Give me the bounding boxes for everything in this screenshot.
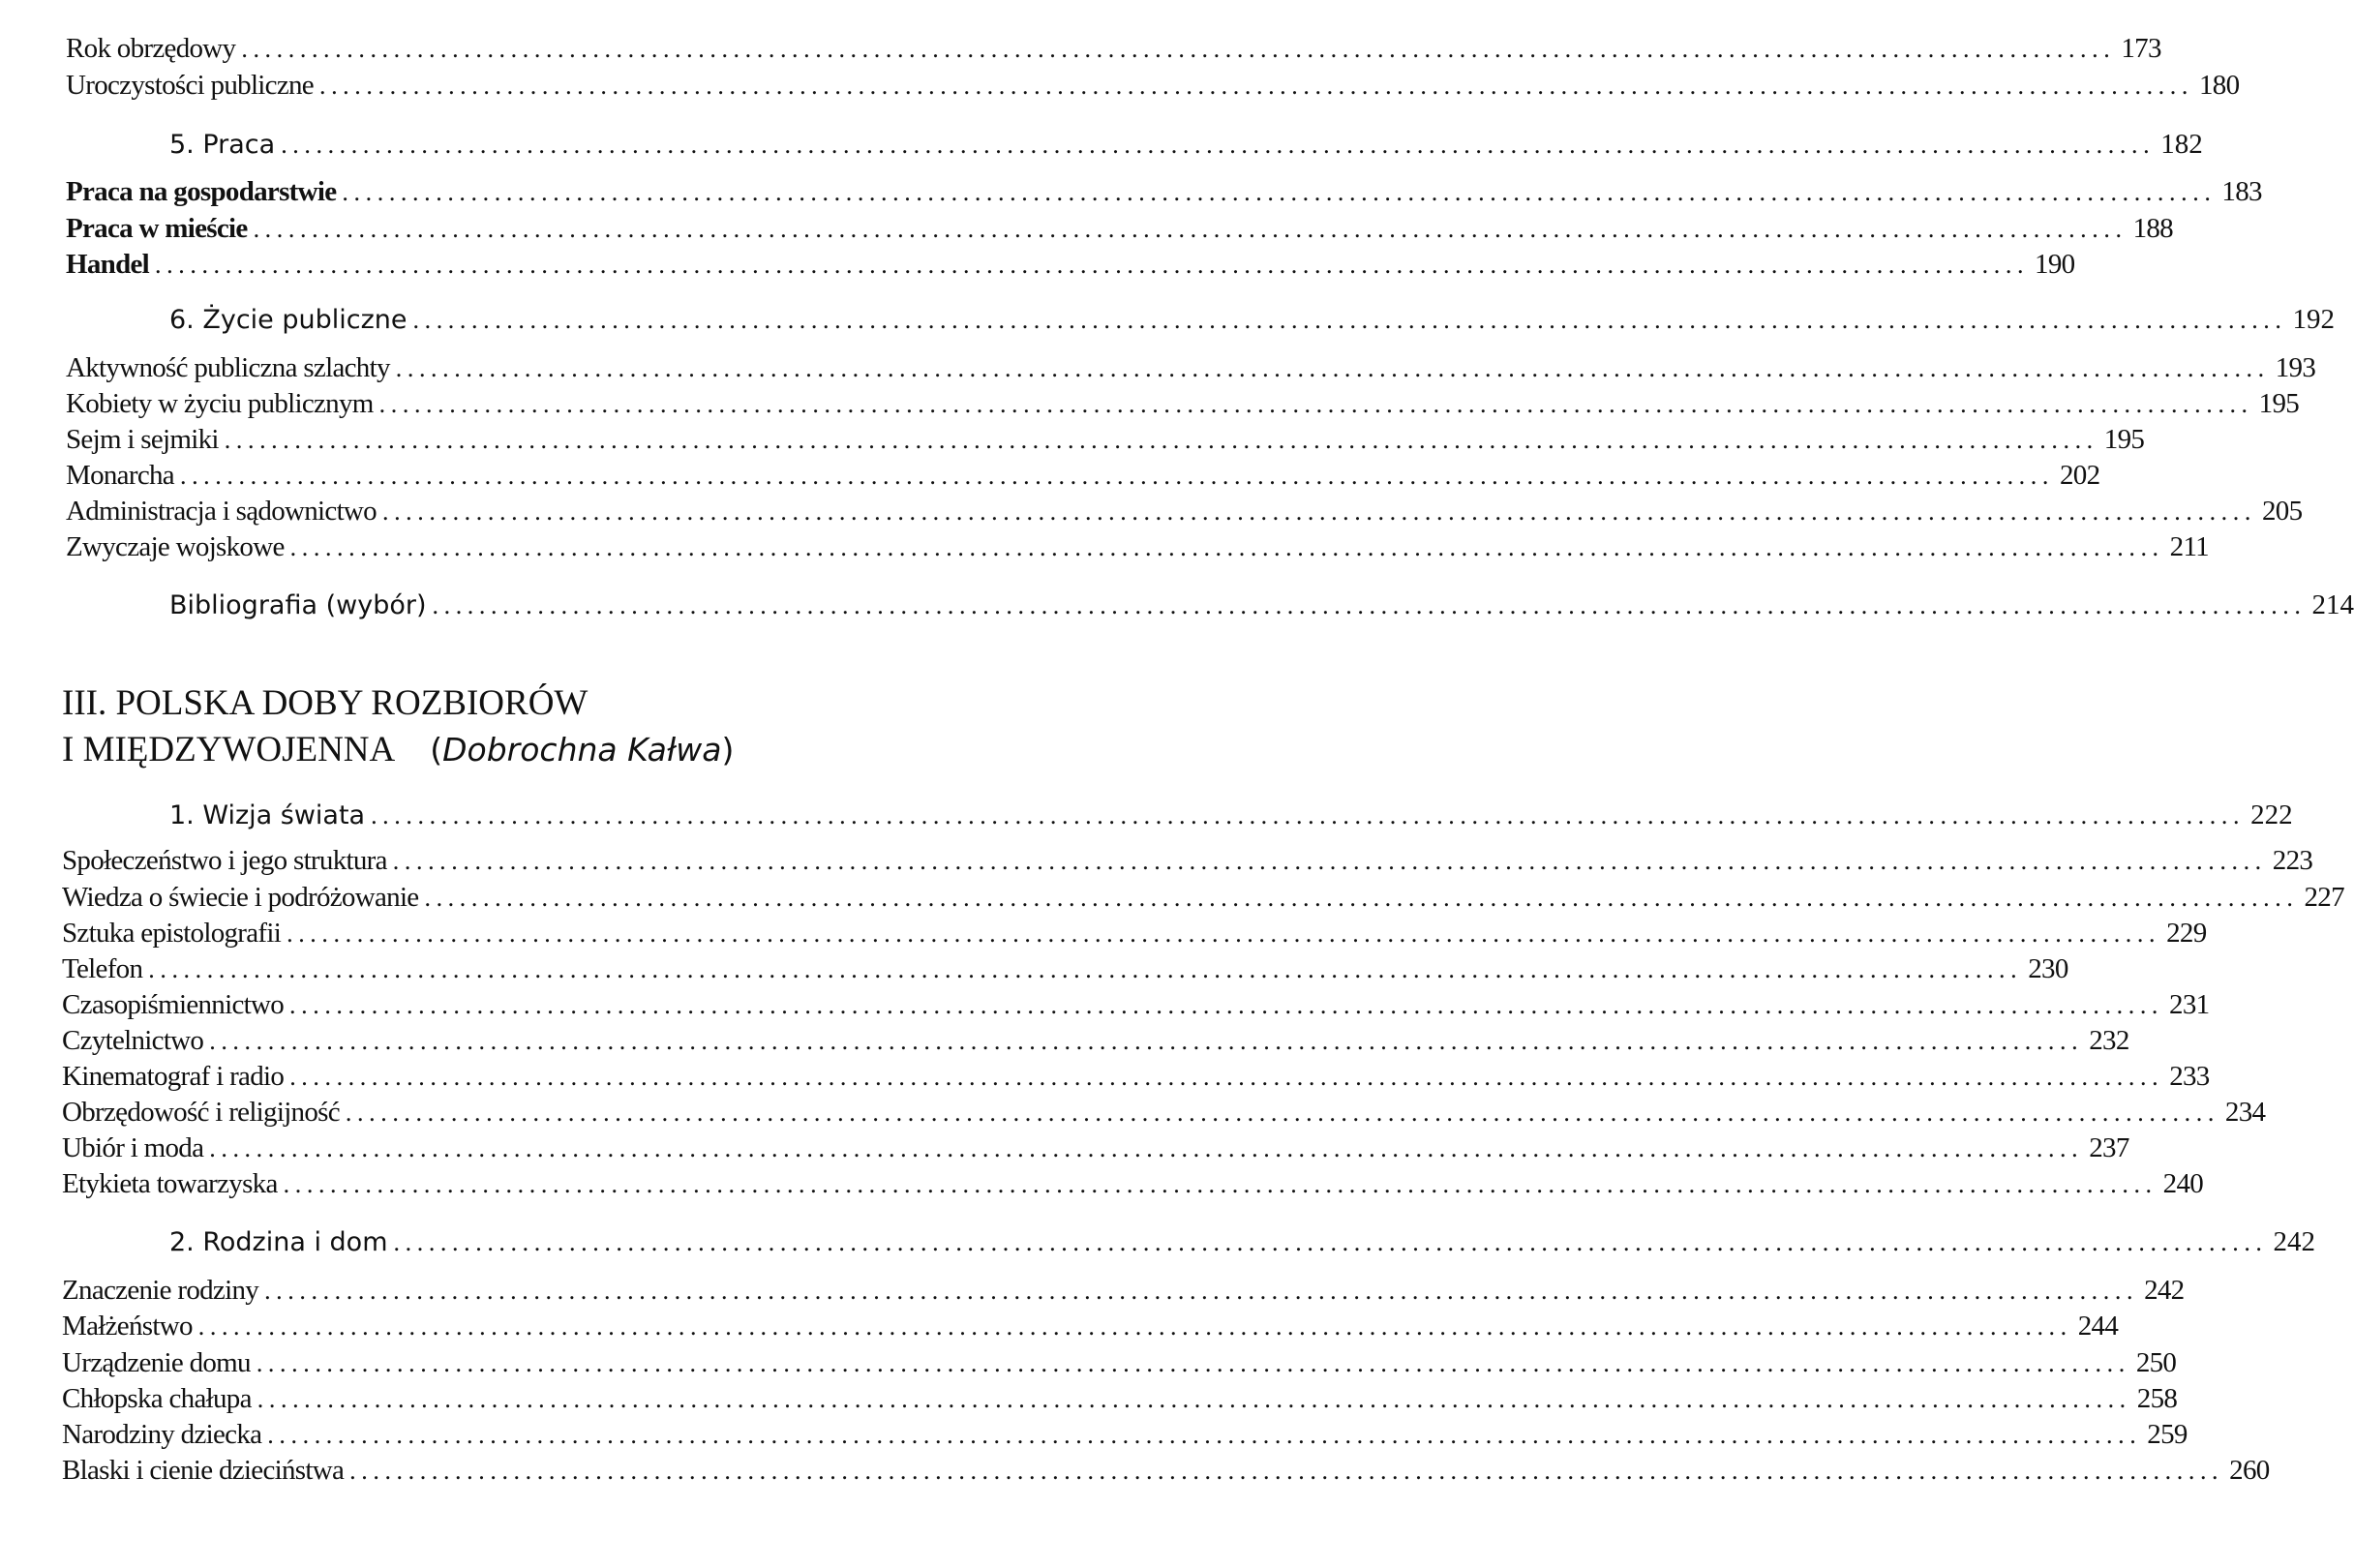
chapter-page: 222 bbox=[2250, 799, 2293, 830]
toc-entry-page: 244 bbox=[2077, 1311, 2119, 1342]
toc-entry-page: 232 bbox=[2089, 1025, 2129, 1056]
author-paren-close: ) bbox=[721, 731, 735, 769]
dot-leader: ................................................................................................................................................................ bbox=[412, 306, 2287, 334]
dot-leader: ................................................................................................................................................................ bbox=[393, 1228, 2268, 1256]
bibliography-page: 214 bbox=[2311, 589, 2354, 620]
toc-entry-label: Ubiór i moda bbox=[62, 1132, 204, 1163]
toc-chapter-heading bbox=[169, 304, 2335, 345]
toc-entry-page: 233 bbox=[2169, 1061, 2210, 1092]
dot-leader: ................................................................................................................................................................ bbox=[264, 1277, 2139, 1305]
dot-leader: ................................................................................................................................................................ bbox=[318, 72, 2193, 100]
part-heading-line-2 bbox=[62, 728, 933, 772]
dot-leader: ................................................................................................................................................................ bbox=[349, 1457, 2224, 1485]
toc-entry-page: 230 bbox=[2028, 953, 2068, 984]
dot-leader: ................................................................................................................................................................ bbox=[289, 1063, 2164, 1091]
chapter-page: 192 bbox=[2292, 304, 2335, 335]
toc-entry bbox=[66, 460, 2100, 497]
toc-entry bbox=[62, 1275, 2185, 1312]
toc-entry bbox=[62, 882, 2344, 919]
toc-entry bbox=[66, 352, 2316, 389]
toc-entry-label: Sejm i sejmiki bbox=[66, 424, 219, 455]
toc-entry-page: 188 bbox=[2132, 213, 2173, 244]
toc-entry-page: 193 bbox=[2275, 352, 2316, 383]
toc-entry bbox=[66, 213, 2173, 250]
toc-entry bbox=[62, 1097, 2266, 1133]
dot-leader: ................................................................................................................................................................ bbox=[424, 884, 2299, 912]
toc-entry bbox=[62, 1061, 2210, 1098]
dot-leader: ................................................................................................................................................................ bbox=[224, 426, 2098, 454]
toc-entry-label: Wiedza o świecie i podróżowanie bbox=[62, 882, 419, 913]
toc-entry-page: 183 bbox=[2221, 176, 2262, 207]
chapter-title: 2. Rodzina i dom bbox=[169, 1227, 388, 1257]
toc-entry-label: Etykieta towarzyska bbox=[62, 1168, 278, 1199]
toc-entry-label: Społeczeństwo i jego struktura bbox=[62, 845, 387, 876]
toc-entry-page: 260 bbox=[2229, 1455, 2270, 1486]
toc-entry bbox=[62, 989, 2210, 1026]
bibliography-title: Bibliografia (wybór) bbox=[169, 590, 427, 620]
toc-entry-page: 202 bbox=[2059, 460, 2100, 491]
toc-entry-label: Blaski i cienie dzieciństwa bbox=[62, 1455, 345, 1486]
dot-leader: ................................................................................................................................................................ bbox=[287, 920, 2161, 948]
dot-leader: ................................................................................................................................................................ bbox=[432, 591, 2307, 619]
toc-entry-label: Administracja i sądownictwo bbox=[66, 496, 377, 527]
toc-entry bbox=[62, 1455, 2270, 1492]
dot-leader: ................................................................................................................................................................ bbox=[256, 1349, 2130, 1377]
toc-entry-label: Obrzędowość i religijność bbox=[62, 1097, 340, 1128]
toc-entry-page: 173 bbox=[2121, 33, 2161, 64]
toc-entry-label: Chłopska chałupa bbox=[62, 1383, 252, 1414]
dot-leader: ................................................................................................................................................................ bbox=[257, 1385, 2131, 1413]
toc-entry-label: Monarcha bbox=[66, 460, 174, 491]
dot-leader: ................................................................................................................................................................ bbox=[197, 1312, 2072, 1341]
dot-leader: ................................................................................................................................................................ bbox=[155, 251, 2030, 279]
toc-entry bbox=[66, 176, 2262, 213]
toc-entry-label: Małżeństwo bbox=[62, 1311, 193, 1342]
dot-leader: ................................................................................................................................................................ bbox=[283, 1170, 2158, 1198]
part-heading-title: I MIĘDZYWOJENNA bbox=[62, 730, 396, 769]
toc-entry bbox=[66, 249, 2075, 286]
toc-entry-label: Zwyczaje wojskowe bbox=[66, 531, 285, 562]
toc-entry bbox=[62, 1311, 2119, 1347]
toc-entry bbox=[62, 1347, 2177, 1384]
toc-entry-page: 205 bbox=[2261, 496, 2303, 527]
toc-entry-label: Czasopiśmiennictwo bbox=[62, 989, 285, 1020]
toc-entry bbox=[62, 845, 2313, 882]
part-heading-line-1: III. POLSKA DOBY ROZBIORÓW bbox=[62, 683, 588, 723]
toc-entry-page: 242 bbox=[2144, 1275, 2185, 1306]
toc-entry bbox=[62, 1419, 2188, 1456]
toc-entry-label: Znaczenie rodziny bbox=[62, 1275, 259, 1306]
toc-entry-page: 231 bbox=[2169, 989, 2210, 1020]
toc-entry-page: 259 bbox=[2147, 1419, 2188, 1450]
toc-entry-label-bold: Praca na gospodarstwie bbox=[66, 176, 337, 207]
toc-entry bbox=[62, 1025, 2129, 1062]
dot-leader: ................................................................................................................................................................ bbox=[267, 1421, 2142, 1449]
toc-entry bbox=[66, 70, 2240, 106]
part-author: Dobrochna Kałwa bbox=[442, 731, 722, 769]
toc-entry bbox=[62, 1383, 2178, 1420]
dot-leader: ................................................................................................................................................................ bbox=[345, 1099, 2219, 1127]
toc-chapter-heading bbox=[169, 799, 2293, 840]
toc-chapter-heading bbox=[169, 129, 2203, 169]
toc-entry-page: 229 bbox=[2166, 918, 2207, 949]
dot-leader: ................................................................................................................................................................ bbox=[209, 1134, 2084, 1162]
toc-entry bbox=[62, 918, 2207, 954]
toc-entry-page: 180 bbox=[2198, 70, 2240, 101]
toc-entry-label: Handel bbox=[66, 249, 150, 280]
dot-leader: ................................................................................................................................................................ bbox=[148, 955, 2023, 983]
toc-entry-page: 234 bbox=[2224, 1097, 2266, 1128]
chapter-title: 5. Praca bbox=[169, 130, 276, 160]
dot-leader: ................................................................................................................................................................ bbox=[289, 533, 2164, 561]
toc-entry-label: Uroczystości publiczne bbox=[66, 70, 314, 101]
chapter-page: 182 bbox=[2160, 129, 2203, 160]
toc-entry bbox=[62, 953, 2068, 990]
toc-entry-page: 258 bbox=[2136, 1383, 2178, 1414]
toc-entry-label: Aktywność publiczna szlachty bbox=[66, 352, 390, 383]
dot-leader: ................................................................................................................................................................ bbox=[371, 801, 2246, 829]
chapter-page: 242 bbox=[2273, 1226, 2316, 1257]
toc-entry-page: 237 bbox=[2089, 1132, 2129, 1163]
toc-entry-page: 190 bbox=[2035, 249, 2075, 280]
dot-leader: ................................................................................................................................................................ bbox=[179, 462, 2054, 490]
toc-entry-page: 223 bbox=[2272, 845, 2313, 876]
author-paren-open: ( bbox=[430, 731, 443, 769]
toc-entry bbox=[62, 1132, 2129, 1169]
toc-entry-page: 195 bbox=[2258, 388, 2300, 419]
toc-entry-label: Telefon bbox=[62, 953, 143, 984]
toc-entry-label: Rok obrzędowy bbox=[66, 33, 236, 64]
dot-leader: ................................................................................................................................................................ bbox=[342, 178, 2217, 206]
dot-leader: ................................................................................................................................................................ bbox=[209, 1027, 2084, 1055]
toc-entry-label: Sztuka epistolografii bbox=[62, 918, 282, 949]
toc-entry-page: 240 bbox=[2162, 1168, 2204, 1199]
toc-chapter-heading bbox=[169, 1226, 2316, 1267]
toc-entry-label: Narodziny dziecka bbox=[62, 1419, 262, 1450]
toc-entry-label-bold: Praca w mieście bbox=[66, 213, 248, 244]
toc-entry-page: 195 bbox=[2103, 424, 2145, 455]
toc-entry bbox=[62, 1168, 2204, 1205]
toc-entry-label: Kinematograf i radio bbox=[62, 1061, 285, 1092]
toc-entry-page: 227 bbox=[2304, 882, 2344, 913]
toc-entry-label: Czytelnictwo bbox=[62, 1025, 204, 1056]
chapter-title: 6. Życie publiczne bbox=[169, 305, 407, 335]
toc-entry bbox=[66, 424, 2145, 461]
toc-entry-label: Kobiety w życiu publicznym bbox=[66, 388, 374, 419]
toc-entry-label: Urządzenie domu bbox=[62, 1347, 251, 1378]
toc-entry-page: 250 bbox=[2135, 1347, 2177, 1378]
toc-entry-label bbox=[66, 176, 336, 208]
toc-entry-label bbox=[66, 213, 248, 245]
dot-leader: ................................................................................................................................................................ bbox=[281, 131, 2156, 159]
toc-entry-page: 211 bbox=[2169, 531, 2209, 562]
dot-leader: ................................................................................................................................................................ bbox=[392, 847, 2267, 875]
dot-leader: ................................................................................................................................................................ bbox=[253, 215, 2128, 243]
toc-entry bbox=[66, 531, 2209, 568]
dot-leader: ................................................................................................................................................................ bbox=[241, 35, 2116, 63]
dot-leader: ................................................................................................................................................................ bbox=[395, 354, 2270, 382]
chapter-title: 1. Wizja świata bbox=[169, 800, 366, 830]
toc-entry bbox=[66, 33, 2161, 70]
toc-bibliography bbox=[169, 589, 2354, 630]
dot-leader: ................................................................................................................................................................ bbox=[381, 498, 2256, 526]
dot-leader: ................................................................................................................................................................ bbox=[289, 991, 2164, 1019]
toc-entry bbox=[66, 388, 2300, 425]
dot-leader: ................................................................................................................................................................ bbox=[378, 390, 2253, 418]
toc-entry bbox=[66, 496, 2303, 532]
